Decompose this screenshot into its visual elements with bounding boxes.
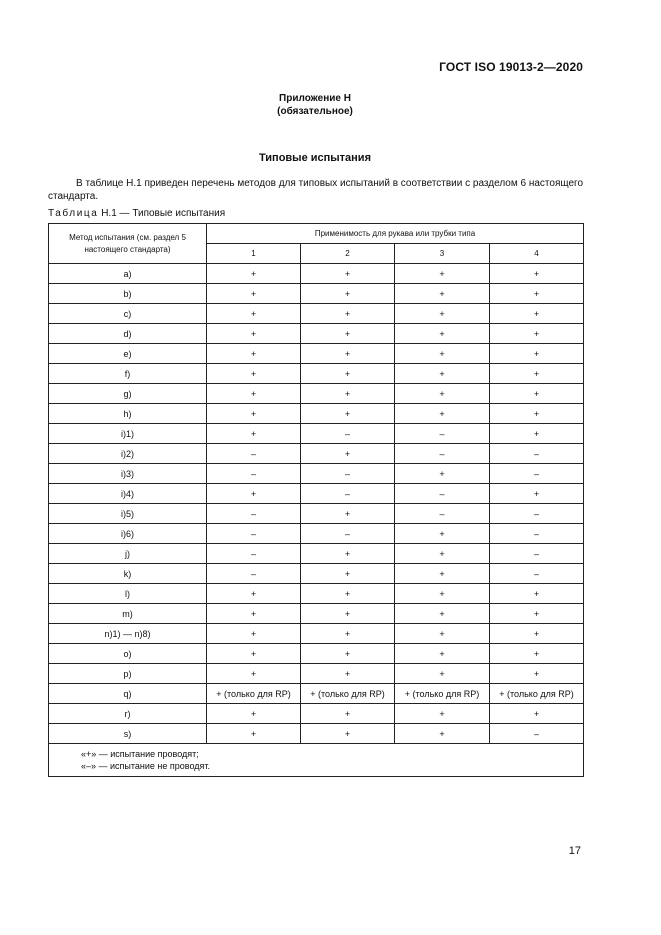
applicability-cell: + [490,424,584,444]
table-row [49,404,584,424]
applicability-cell: + [301,564,395,584]
table-body [49,264,584,744]
annex-status: (обязательное) [277,106,353,117]
applicability-cell: – [490,464,584,484]
applicability-cell: + [301,264,395,284]
table-row [49,344,584,364]
applicability-cell: – [207,464,301,484]
section-title: Типовые испытания [258,152,371,164]
table-row [49,284,584,304]
applicability-cell: + [301,364,395,384]
applicability-cell: + [207,324,301,344]
applicability-cell: + [207,284,301,304]
applicability-cell: + [395,304,490,324]
applicability-cell: + [301,544,395,564]
applicability-cell: + [395,264,490,284]
applicability-cell: + [490,624,584,644]
applicability-cell: + [395,704,490,724]
note-plus: «+» — испытание проводят; [81,749,199,759]
method-cell: e) [49,344,207,364]
table-row [49,304,584,324]
method-cell: k) [49,564,207,584]
method-cell: b) [49,284,207,304]
table-caption [48,208,225,219]
applicability-cell: + [301,704,395,724]
table-row [49,444,584,464]
applicability-cell: + [490,704,584,724]
applicability-cell: – [207,504,301,524]
table-row [49,544,584,564]
applicability-cell: – [395,504,490,524]
method-cell: n)1) — n)8) [49,624,207,644]
applicability-cell: – [207,524,301,544]
applicability-cell: + [301,664,395,684]
applicability-cell: + [207,384,301,404]
note-minus: «–» — испытание не проводят. [81,761,211,771]
applicability-cell: + [490,324,584,344]
applicability-cell: + [207,704,301,724]
applicability-cell: – [490,544,584,564]
table-row [49,504,584,524]
applicability-cell: + [301,384,395,404]
applicability-cell: – [301,484,395,504]
applicability-cell: – [207,444,301,464]
applicability-cell: + [395,544,490,564]
applicability-cell: + (только для RP) [301,684,395,704]
applicability-cell: + [207,424,301,444]
intro-paragraph: В таблице Н.1 приведен перечень методов для типовых испытаний в соответствии с разделом 6 настоящего стандарта. [48,178,584,202]
applicability-cell: + [207,624,301,644]
method-cell: c) [49,304,207,324]
method-cell: p) [49,664,207,684]
method-cell: i)3) [49,464,207,484]
applicability-cell: + (только для RP) [207,684,301,704]
table-row [49,704,584,724]
applicability-cell: + [207,264,301,284]
applicability-cell: – [395,444,490,464]
table-row [49,524,584,544]
type-tests-table [48,223,584,777]
table-caption-text: Н.1 — Типовые испытания [98,208,226,219]
applicability-cell: + [490,304,584,324]
table-row [49,424,584,444]
applicability-cell: + [490,364,584,384]
annex-heading [0,92,630,118]
applicability-cell: + [207,304,301,324]
applicability-cell: + [207,644,301,664]
applicability-cell: + [395,724,490,744]
table-row [49,264,584,284]
applicability-cell: + [490,404,584,424]
applicability-cell: + [395,584,490,604]
applicability-cell: + [301,624,395,644]
type-header: 3 [395,244,490,264]
applicability-cell: + [301,404,395,424]
method-cell: g) [49,384,207,404]
applicability-cell: + [301,344,395,364]
method-cell: h) [49,404,207,424]
applicability-cell: – [395,484,490,504]
table-row [49,684,584,704]
method-cell: d) [49,324,207,344]
applicability-cell: + [490,484,584,504]
applicability-cell: + [301,504,395,524]
applicability-cell: + [490,384,584,404]
applicability-cell: + [301,324,395,344]
applicability-cell: – [301,524,395,544]
method-cell: q) [49,684,207,704]
type-header: 4 [490,244,584,264]
applicability-cell: + [207,364,301,384]
method-cell: m) [49,604,207,624]
applicability-header: Применимость для рукава или трубки типа [207,224,584,244]
applicability-cell: + [490,344,584,364]
applicability-cell: + [301,644,395,664]
applicability-cell: – [301,464,395,484]
applicability-cell: – [395,424,490,444]
table-notes [49,744,584,777]
applicability-cell: – [490,724,584,744]
applicability-cell: + [395,564,490,584]
applicability-cell: + [301,724,395,744]
table-row [49,724,584,744]
applicability-cell: + [207,604,301,624]
method-cell: i)2) [49,444,207,464]
method-cell: i)5) [49,504,207,524]
table-row [49,644,584,664]
applicability-cell: + [395,604,490,624]
applicability-cell: + [490,284,584,304]
applicability-cell: + [395,284,490,304]
page-number: 17 [568,845,581,857]
table-row [49,464,584,484]
type-header: 1 [207,244,301,264]
applicability-cell: + [490,584,584,604]
table-row [49,384,584,404]
applicability-cell: + [207,344,301,364]
applicability-cell: – [490,564,584,584]
method-cell: l) [49,584,207,604]
method-cell: o) [49,644,207,664]
applicability-cell: + [207,404,301,424]
table-row [49,564,584,584]
table-caption-prefix: Таблица [48,208,99,219]
applicability-cell: + [395,644,490,664]
applicability-cell: – [207,544,301,564]
method-cell: i)6) [49,524,207,544]
method-cell: i)1) [49,424,207,444]
table-row [49,364,584,384]
applicability-cell: – [490,504,584,524]
method-cell: a) [49,264,207,284]
applicability-cell: + [301,444,395,464]
table-row [49,624,584,644]
method-cell: j) [49,544,207,564]
applicability-cell: + [207,584,301,604]
standard-code: ГОСТ ISO 19013-2—2020 [439,60,583,74]
table-row [49,604,584,624]
method-cell: r) [49,704,207,724]
applicability-cell: – [490,524,584,544]
table-row [49,664,584,684]
applicability-cell: – [207,564,301,584]
method-cell: s) [49,724,207,744]
applicability-cell: – [490,444,584,464]
table-row [49,324,584,344]
applicability-cell: + [395,464,490,484]
applicability-cell: + [207,724,301,744]
applicability-cell: + [395,624,490,644]
applicability-cell: + [395,344,490,364]
applicability-cell: + [301,604,395,624]
applicability-cell: + [395,404,490,424]
table-row [49,484,584,504]
applicability-cell: + [207,664,301,684]
method-cell: i)4) [49,484,207,504]
applicability-cell: + [395,384,490,404]
table-row [49,584,584,604]
method-cell: f) [49,364,207,384]
type-header: 2 [301,244,395,264]
annex-title: Приложение Н [279,93,351,104]
applicability-cell: + [301,304,395,324]
applicability-cell: + [490,264,584,284]
applicability-cell: + [301,284,395,304]
applicability-cell: + [395,524,490,544]
applicability-cell: + [301,584,395,604]
applicability-cell: + [395,364,490,384]
method-column-header: Метод испытания (см. раздел 5 настоящего стандарта) [49,224,207,264]
applicability-cell: + [490,664,584,684]
applicability-cell: + [395,324,490,344]
applicability-cell: + [490,644,584,664]
applicability-cell: + [207,484,301,504]
applicability-cell: + (только для RP) [490,684,584,704]
applicability-cell: + (только для RP) [395,684,490,704]
applicability-cell: + [490,604,584,624]
applicability-cell: – [301,424,395,444]
applicability-cell: + [395,664,490,684]
